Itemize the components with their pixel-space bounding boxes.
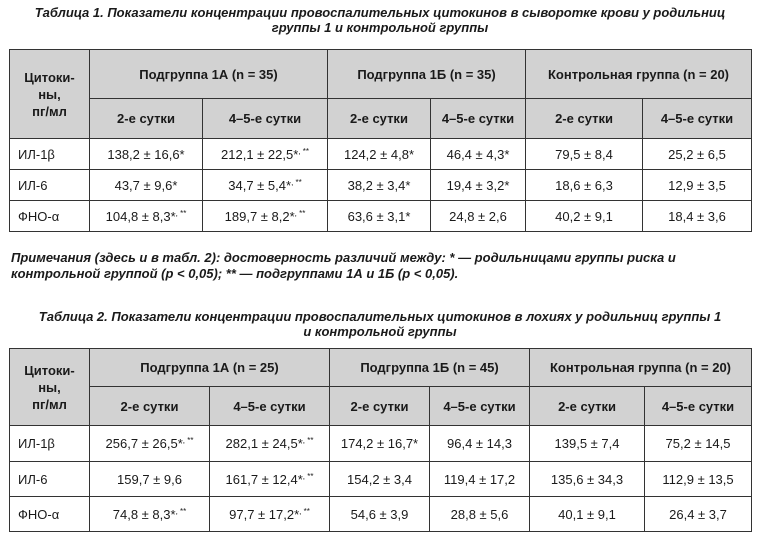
table-cell: 28,8 ± 5,6	[430, 497, 530, 532]
row-label: ИЛ-6	[10, 170, 90, 201]
table-cell: 18,4 ± 3,6	[643, 201, 752, 232]
table-note	[11, 250, 751, 282]
row-label: ИЛ-1β	[10, 426, 90, 462]
table1-group-header: Подгруппа 1Б (n = 35)	[328, 50, 526, 99]
table-cell: 282,1 ± 24,5*, **	[210, 426, 330, 462]
table-row	[10, 170, 752, 201]
table2-day-header: 2-е сутки	[90, 387, 210, 426]
table-cell: 97,7 ± 17,2*, **	[210, 497, 330, 532]
table-cell: 63,6 ± 3,1*	[328, 201, 431, 232]
row-label: ФНО-α	[10, 497, 90, 532]
table1-caption-line1: Таблица 1. Показатели концентрации провоспалительных цитокинов в сыворотке крови у родильниц	[34, 5, 726, 20]
table2-day-header: 4–5-е сутки	[210, 387, 330, 426]
table2-group-header: Подгруппа 1Б (n = 45)	[330, 349, 530, 387]
table1-day-header: 2-е сутки	[328, 99, 431, 139]
table2-day-header: 2-е сутки	[530, 387, 645, 426]
table1-corner-label: Цитоки- ны, пг/мл	[24, 69, 75, 119]
table-cell: 161,7 ± 12,4*, **	[210, 462, 330, 497]
table-note-line1: Примечания (здесь и в табл. 2): достоверность различий между: * — родильницами группы риска и	[11, 250, 676, 265]
table1-day-header: 4–5-е сутки	[431, 99, 526, 139]
table2	[9, 348, 752, 532]
table-cell: 138,2 ± 16,6*	[90, 139, 203, 170]
table-cell: 189,7 ± 8,2*, **	[203, 201, 328, 232]
table2-corner-label: Цитоки- ны, пг/мл	[24, 362, 75, 412]
table-row	[10, 201, 752, 232]
table-cell: 112,9 ± 13,5	[645, 462, 752, 497]
table-cell: 96,4 ± 14,3	[430, 426, 530, 462]
table-note-line2: контрольной группой (p < 0,05); ** — подгруппами 1А и 1Б (p < 0,05).	[11, 266, 459, 281]
row-label: ИЛ-6	[10, 462, 90, 497]
table-cell: 18,6 ± 6,3	[526, 170, 643, 201]
table-cell: 79,5 ± 8,4	[526, 139, 643, 170]
table2-day-header: 4–5-е сутки	[430, 387, 530, 426]
table-cell: 46,4 ± 4,3*	[431, 139, 526, 170]
table1-group-header-row	[10, 50, 752, 99]
table-cell: 24,8 ± 2,6	[431, 201, 526, 232]
table-cell: 25,2 ± 6,5	[643, 139, 752, 170]
row-label: ИЛ-1β	[10, 139, 90, 170]
table1-group-header: Контрольная группа (n = 20)	[526, 50, 752, 99]
table-cell: 174,2 ± 16,7*	[330, 426, 430, 462]
table-cell: 12,9 ± 3,5	[643, 170, 752, 201]
table1-corner-header	[10, 50, 90, 139]
table1-day-header-row	[10, 99, 752, 139]
table1-day-header: 4–5-е сутки	[203, 99, 328, 139]
table-cell: 40,1 ± 9,1	[530, 497, 645, 532]
table-cell: 75,2 ± 14,5	[645, 426, 752, 462]
table2-caption	[0, 309, 760, 339]
table1	[9, 49, 752, 232]
row-label: ФНО-α	[10, 201, 90, 232]
table-cell: 19,4 ± 3,2*	[431, 170, 526, 201]
table-cell: 74,8 ± 8,3*, **	[90, 497, 210, 532]
table-cell: 104,8 ± 8,3*, **	[90, 201, 203, 232]
table2-corner-header	[10, 349, 90, 426]
table-cell: 159,7 ± 9,6	[90, 462, 210, 497]
table1-day-header: 2-е сутки	[526, 99, 643, 139]
table-cell: 34,7 ± 5,4*, **	[203, 170, 328, 201]
table-cell: 154,2 ± 3,4	[330, 462, 430, 497]
table-cell: 135,6 ± 34,3	[530, 462, 645, 497]
table-cell: 212,1 ± 22,5*, **	[203, 139, 328, 170]
table-cell: 26,4 ± 3,7	[645, 497, 752, 532]
table1-caption-line2: группы 1 и контрольной группы	[271, 20, 489, 35]
table2-group-header: Контрольная группа (n = 20)	[530, 349, 752, 387]
table1-day-header: 4–5-е сутки	[643, 99, 752, 139]
table2-caption-line1: Таблица 2. Показатели концентрации провоспалительных цитокинов в лохиях у родильниц группы 1	[38, 309, 722, 324]
table-row	[10, 497, 752, 532]
table-row	[10, 139, 752, 170]
table2-caption-line2: и контрольной группы	[303, 324, 457, 339]
table2-day-header-row	[10, 387, 752, 426]
table2-day-header: 2-е сутки	[330, 387, 430, 426]
table-row	[10, 426, 752, 462]
table2-group-header-row	[10, 349, 752, 387]
table1-caption	[0, 5, 760, 35]
table-cell: 139,5 ± 7,4	[530, 426, 645, 462]
table-cell: 40,2 ± 9,1	[526, 201, 643, 232]
table1-day-header: 2-е сутки	[90, 99, 203, 139]
table-cell: 43,7 ± 9,6*	[90, 170, 203, 201]
table-cell: 124,2 ± 4,8*	[328, 139, 431, 170]
table1-group-header: Подгруппа 1А (n = 35)	[90, 50, 328, 99]
table-cell: 54,6 ± 3,9	[330, 497, 430, 532]
table2-day-header: 4–5-е сутки	[645, 387, 752, 426]
table-row	[10, 462, 752, 497]
table-cell: 119,4 ± 17,2	[430, 462, 530, 497]
table-cell: 38,2 ± 3,4*	[328, 170, 431, 201]
table2-group-header: Подгруппа 1А (n = 25)	[90, 349, 330, 387]
table-cell: 256,7 ± 26,5*, **	[90, 426, 210, 462]
